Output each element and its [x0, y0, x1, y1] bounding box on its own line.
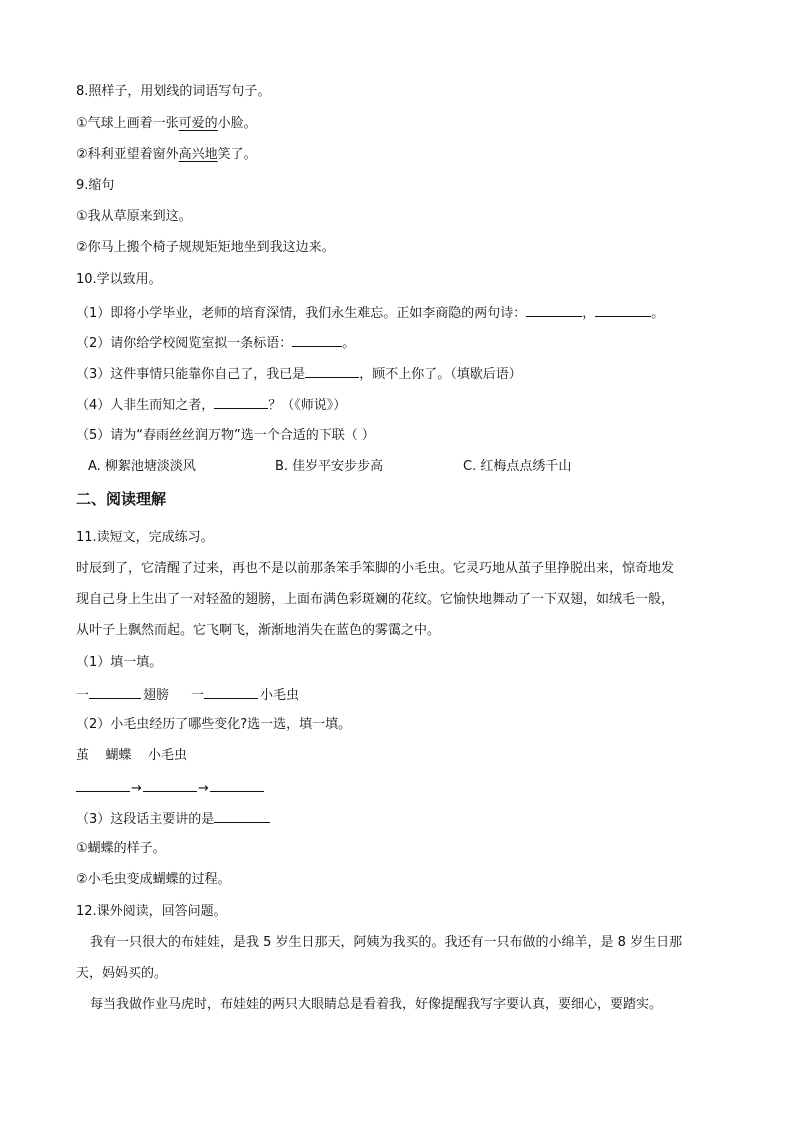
q9-sentence-1: ①我从草原来到这。 [76, 209, 192, 224]
q11-fill-d: 小毛虫 [260, 688, 300, 703]
arrow-right-icon: → [131, 781, 142, 796]
answer-blank[interactable] [76, 777, 130, 792]
q8-sentence-2 [76, 145, 257, 165]
answer-blank[interactable] [143, 777, 197, 792]
q10-p1-sep: ， [582, 306, 596, 321]
answer-blank[interactable] [292, 332, 342, 347]
q11-choice-2: ②小毛虫变成蝴蝶的过程。 [76, 872, 231, 887]
q11-fill-b: 翅膀 [143, 688, 170, 703]
q8-s2-text: ②科利亚望着窗外 [76, 147, 179, 162]
answer-blank[interactable] [595, 302, 651, 317]
q11-p3-text: （3）这段话主要讲的是 [76, 812, 215, 827]
q10-p4-text: （4）人非生而知之者， [76, 398, 215, 413]
q11-word-bank: 茧 蝴蝶 小毛虫 [76, 748, 188, 763]
q10-part-1 [76, 302, 664, 324]
q11-passage-line: 从叶子上飘然而起。它飞啊飞，渐渐地消失在蓝色的雾霭之中。 [76, 623, 441, 638]
q10-title: 10.学以致用。 [76, 272, 162, 287]
arrow-right-icon: → [197, 781, 209, 796]
answer-blank[interactable] [526, 302, 582, 317]
q12-passage-line: 天，妈妈买的。 [76, 966, 168, 981]
answer-blank[interactable] [210, 777, 264, 792]
q11-passage-line: 现自己身上生出了一对轻盈的翅膀，上面布满色彩斑斓的花纹。它愉快地舞动了一下双翅，如绒毛一般， [76, 592, 675, 607]
q10-p2-end: 。 [342, 336, 356, 351]
q10-p4-text-end: ？（《师说》） [268, 398, 347, 413]
q12-passage-line: 我有一只很大的布娃娃，是我 5 岁生日那天，阿姨为我买的。我还有一只布做的小绵羊，是 8 岁生日那 [90, 935, 683, 950]
q11-passage-line: 时辰到了，它清醒了过来，再也不是以前那条笨手笨脚的小毛虫。它灵巧地从茧子里挣脱出来，惊奇地发 [76, 561, 675, 576]
q10-p1-end: 。 [651, 306, 665, 321]
q10-p1-text: （1）即将小学毕业，老师的培育深情，我们永生难忘。正如李商隐的两句诗： [76, 306, 527, 321]
option-c[interactable]: C. 红梅点点绣千山 [463, 459, 572, 474]
q11-choice-1: ①蝴蝶的样子。 [76, 841, 166, 856]
q10-p3-text-end: ，顾不上你了。（填歇后语） [359, 367, 522, 382]
q11-part-2: （2）小毛虫经历了哪些变化?选一选，填一填。 [76, 717, 352, 732]
q8-sentence-1 [76, 114, 257, 134]
q10-part-2 [76, 332, 355, 354]
answer-blank[interactable] [214, 394, 268, 409]
option-b[interactable]: B. 佳岁平安步步高 [275, 459, 384, 474]
q11-fill-a: 一 [76, 688, 90, 703]
q11-part-3 [76, 808, 270, 830]
answer-blank[interactable] [214, 808, 270, 823]
q10-p2-text: （2）请你给学校阅览室拟一条标语： [76, 336, 293, 351]
q11-fill-c: 一 [191, 688, 205, 703]
q12-passage-line: 每当我做作业马虎时，布娃娃的两只大眼睛总是看着我，好像提醒我写字要认真，要细心，要踏实。 [90, 997, 663, 1012]
q9-sentence-2: ②你马上搬个椅子规规矩矩地坐到我这边来。 [76, 240, 335, 255]
q9-title: 9.缩句 [76, 178, 115, 193]
answer-blank[interactable] [204, 684, 258, 699]
q8-s1-text: ①气球上画着一张 [76, 116, 179, 131]
q10-part-3 [76, 363, 522, 385]
answer-blank[interactable] [305, 363, 359, 378]
q8-s2-underlined: 高兴地 [178, 147, 218, 162]
q11-title: 11.读短文，完成练习。 [76, 530, 214, 545]
q8-title: 8.照样子，用划线的词语写句子。 [76, 84, 271, 99]
q11-part-1: （1）填一填。 [76, 655, 163, 670]
q8-s1-text-end: 小脸。 [217, 116, 257, 131]
q12-title: 12.课外阅读，回答问题。 [76, 904, 227, 919]
q10-p3-text: （3）这件事情只能靠你自己了，我已是 [76, 367, 306, 382]
q11-order-line [76, 777, 264, 799]
answer-blank[interactable] [89, 684, 141, 699]
q10-part-4 [76, 394, 346, 416]
q8-s1-underlined: 可爱的 [178, 116, 218, 131]
q11-fill-line [76, 684, 299, 706]
option-a[interactable]: A. 柳絮池塘淡淡风 [88, 459, 196, 474]
q8-s2-text-end: 笑了。 [217, 147, 257, 162]
q10-part-5: （5）请为“春雨丝丝润万物”选一个合适的下联（ ） [76, 428, 375, 443]
section-heading: 二、阅读理解 [76, 490, 167, 508]
